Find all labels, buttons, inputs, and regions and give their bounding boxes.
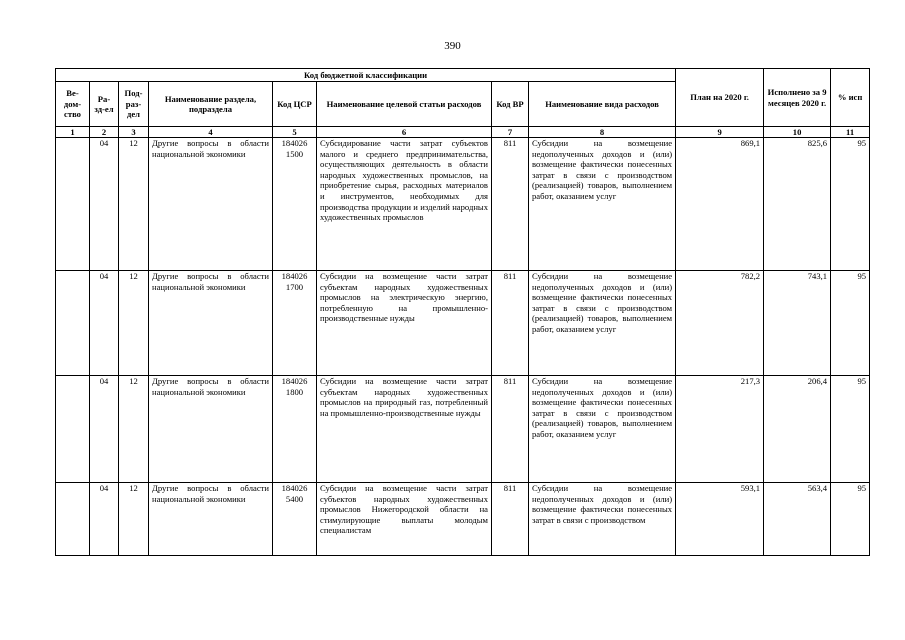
cell-razdel: 04 bbox=[90, 483, 119, 556]
table-row bbox=[56, 271, 870, 376]
col-header-vr-name: Наименование вида расходов bbox=[529, 82, 676, 127]
cell-percent: 95 bbox=[831, 138, 870, 271]
cell-target-name: Субсидии на возмещение части затрат субъектов народных художественных промыслов Нижегородской области на стимулирующие выплаты молодым специалистам bbox=[317, 483, 492, 556]
cell-razdel: 04 bbox=[90, 271, 119, 376]
cell-razdel-name: Другие вопросы в области национальной экономики bbox=[149, 138, 273, 271]
col-number: 2 bbox=[90, 127, 119, 138]
col-header-percent: % исп bbox=[831, 69, 870, 127]
table-row bbox=[56, 376, 870, 483]
cell-vr: 811 bbox=[492, 376, 529, 483]
cell-csr: 184026 5400 bbox=[273, 483, 317, 556]
cell-razdel: 04 bbox=[90, 138, 119, 271]
cell-vr-name: Субсидии на возмещение недополученных доходов и (или) возмещение фактически понесенных затрат в связи с производством (реализацией) товаров, выполнением работ, оказанием услуг bbox=[529, 271, 676, 376]
cell-target-name: Субсидирование части затрат субъектов малого и среднего предпринимательства, осуществляющих деятельность в области народных художественных промыслов, на приобретение сырья, расходных материалов и инструментов, необходимых для производства продукции и изделий народных художественных промыслов bbox=[317, 138, 492, 271]
cell-csr: 184026 1500 bbox=[273, 138, 317, 271]
col-number: 5 bbox=[273, 127, 317, 138]
col-number: 11 bbox=[831, 127, 870, 138]
cell-executed: 206,4 bbox=[764, 376, 831, 483]
cell-plan: 869,1 bbox=[676, 138, 764, 271]
cell-csr: 184026 1700 bbox=[273, 271, 317, 376]
col-number: 8 bbox=[529, 127, 676, 138]
group-header: Код бюджетной классификации bbox=[56, 69, 676, 82]
cell-plan: 782,2 bbox=[676, 271, 764, 376]
col-header-vr: Код ВР bbox=[492, 82, 529, 127]
cell-target-name: Субсидии на возмещение части затрат субъектам народных художественных промыслов на природный газ, потребленный на промышленно-производственные нужды bbox=[317, 376, 492, 483]
cell-executed: 825,6 bbox=[764, 138, 831, 271]
cell-vedomstvo bbox=[56, 483, 90, 556]
col-number: 4 bbox=[149, 127, 273, 138]
cell-vr: 811 bbox=[492, 483, 529, 556]
cell-vr: 811 bbox=[492, 138, 529, 271]
cell-vr-name: Субсидии на возмещение недополученных доходов и (или) возмещение фактически понесенных затрат в связи с производством bbox=[529, 483, 676, 556]
col-number: 10 bbox=[764, 127, 831, 138]
cell-percent: 95 bbox=[831, 271, 870, 376]
col-header-target-name: Наименование целевой статьи расходов bbox=[317, 82, 492, 127]
cell-percent: 95 bbox=[831, 483, 870, 556]
cell-razdel: 04 bbox=[90, 376, 119, 483]
col-header-executed: Исполнено за 9 месяцев 2020 г. bbox=[764, 69, 831, 127]
cell-podrazdel: 12 bbox=[119, 138, 149, 271]
cell-podrazdel: 12 bbox=[119, 376, 149, 483]
cell-podrazdel: 12 bbox=[119, 483, 149, 556]
budget-table bbox=[55, 68, 870, 556]
cell-vedomstvo bbox=[56, 376, 90, 483]
col-number: 6 bbox=[317, 127, 492, 138]
cell-razdel-name: Другие вопросы в области национальной экономики bbox=[149, 483, 273, 556]
cell-podrazdel: 12 bbox=[119, 271, 149, 376]
cell-executed: 743,1 bbox=[764, 271, 831, 376]
col-header-plan: План на 2020 г. bbox=[676, 69, 764, 127]
table-row bbox=[56, 483, 870, 556]
col-header-razdel: Ра-зд-ел bbox=[90, 82, 119, 127]
col-header-podrazdel: Под-раз-дел bbox=[119, 82, 149, 127]
cell-razdel-name: Другие вопросы в области национальной экономики bbox=[149, 376, 273, 483]
cell-vr-name: Субсидии на возмещение недополученных доходов и (или) возмещение фактически понесенных затрат в связи с производством (реализацией) товаров, выполнением работ, оказанием услуг bbox=[529, 376, 676, 483]
table-row bbox=[56, 138, 870, 271]
col-header-razdel-name: Наименование раздела, подраздела bbox=[149, 82, 273, 127]
cell-percent: 95 bbox=[831, 376, 870, 483]
col-header-csr: Код ЦСР bbox=[273, 82, 317, 127]
page-number: 390 bbox=[444, 40, 461, 52]
cell-vr: 811 bbox=[492, 271, 529, 376]
cell-plan: 217,3 bbox=[676, 376, 764, 483]
cell-csr: 184026 1800 bbox=[273, 376, 317, 483]
cell-vr-name: Субсидии на возмещение недополученных доходов и (или) возмещение фактически понесенных затрат в связи с производством (реализацией) товаров, выполнением работ, оказанием услуг bbox=[529, 138, 676, 271]
cell-target-name: Субсидии на возмещение части затрат субъектам народных художественных промыслов на электрическую энергию, потребленную на промышленно-производственные нужды bbox=[317, 271, 492, 376]
cell-executed: 563,4 bbox=[764, 483, 831, 556]
cell-vedomstvo bbox=[56, 271, 90, 376]
cell-vedomstvo bbox=[56, 138, 90, 271]
col-header-vedomstvo: Ве-дом-ство bbox=[56, 82, 90, 127]
col-number: 1 bbox=[56, 127, 90, 138]
col-number: 7 bbox=[492, 127, 529, 138]
col-number: 9 bbox=[676, 127, 764, 138]
cell-plan: 593,1 bbox=[676, 483, 764, 556]
cell-razdel-name: Другие вопросы в области национальной экономики bbox=[149, 271, 273, 376]
col-number: 3 bbox=[119, 127, 149, 138]
